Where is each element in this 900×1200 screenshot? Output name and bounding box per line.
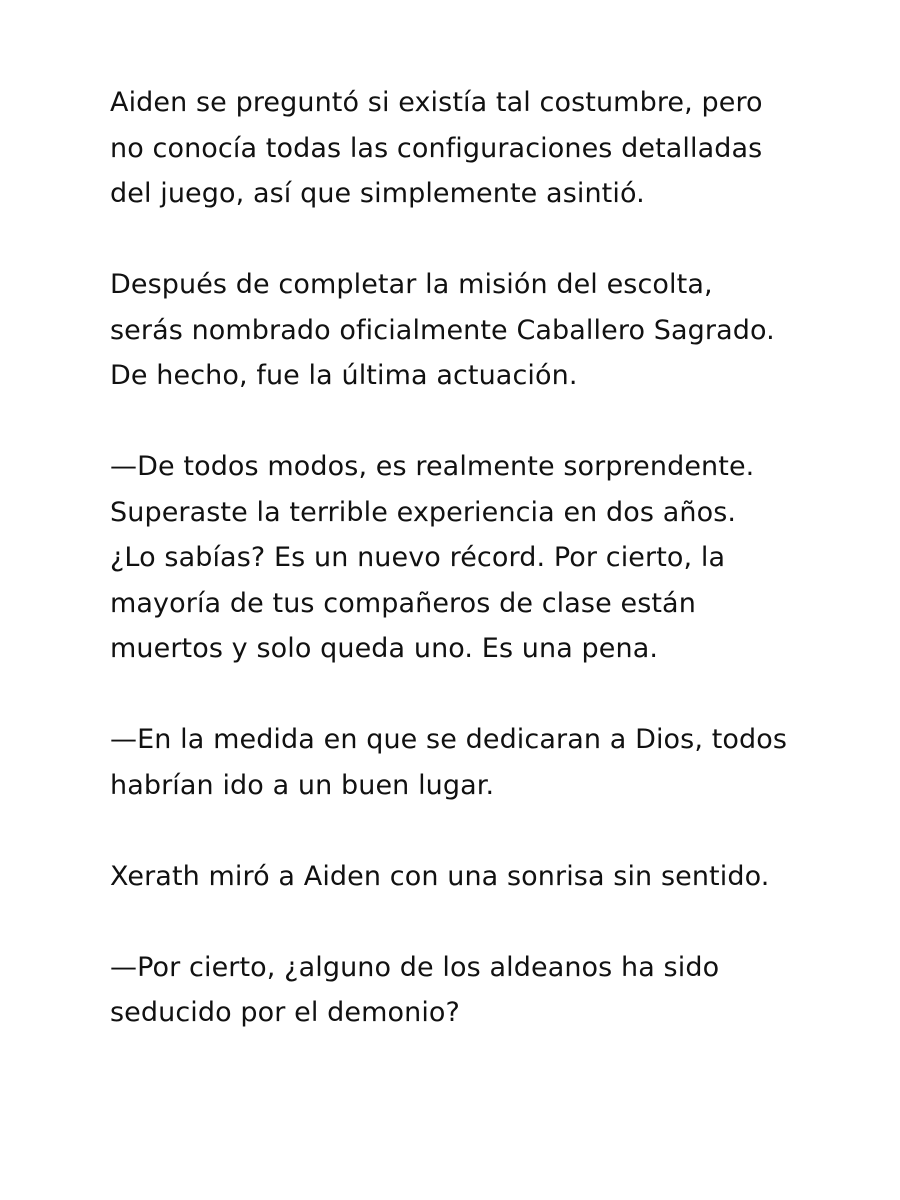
text-line: no conocía todas las configuraciones detalladas (110, 132, 763, 164)
text-line: ¿Lo sabías? Es un nuevo récord. Por cierto, la (110, 542, 726, 573)
text-line: Aiden se preguntó si existía tal costumbre, pero (110, 87, 763, 118)
text-line: Después de completar la misión del escolta, (110, 269, 713, 300)
paragraph-3 (110, 444, 850, 672)
text-line: De hecho, fue la última actuación. (110, 360, 578, 391)
paragraph-6 (110, 945, 850, 1036)
text-line: seducido por el demonio? (110, 997, 460, 1028)
text-line: —En la medida en que se dedicaran a Dios, todos (110, 724, 788, 755)
text-line: Superaste la terrible experiencia en dos años. (110, 496, 737, 528)
text-line: del juego, así que simplemente asintió. (110, 178, 645, 209)
document-page (110, 80, 850, 1081)
text-line: —De todos modos, es realmente sorprendente. (110, 451, 755, 482)
text-line: —Por cierto, ¿alguno de los aldeanos ha sido (110, 951, 720, 983)
text-line: mayoría de tus compañeros de clase están (110, 587, 696, 619)
paragraph-4 (110, 717, 850, 808)
text-line: Xerath miró a Aiden con una sonrisa sin sentido. (110, 860, 770, 892)
paragraph-5 (110, 854, 850, 900)
paragraph-2 (110, 262, 850, 399)
text-line: serás nombrado oficialmente Caballero Sagrado. (110, 314, 775, 346)
text-line: muertos y solo queda uno. Es una pena. (110, 633, 659, 664)
text-line: habrían ido a un buen lugar. (110, 769, 495, 801)
paragraph-1 (110, 80, 850, 217)
